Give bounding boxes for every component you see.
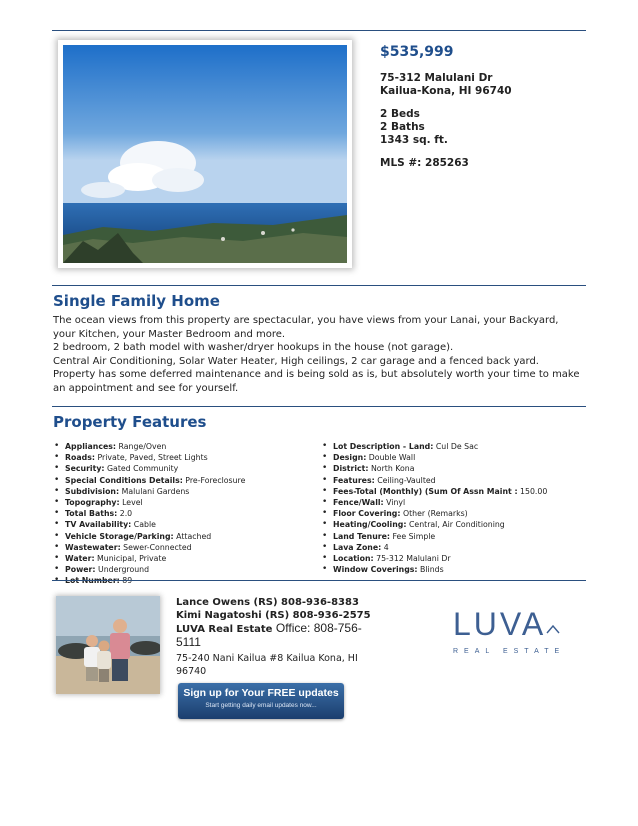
feature-item [321,542,547,553]
feature-item [53,452,245,463]
description-paragraph: Central Air Conditioning, Solar Water Heater, High ceilings, 2 car garage and a fenced back yard. [53,355,539,367]
brokerage-office [176,622,376,650]
feature-label: Power: [65,565,96,575]
feature-item [53,553,245,564]
description-paragraph: Property has some deferred maintenance and is being sold as is, but absolutely worth your time to make an appointment and see for yourself. [53,369,580,394]
logo-wordmark: LUVA [453,606,547,642]
feature-value: 89 [119,576,133,586]
property-description [53,314,583,396]
feature-label: District: [333,464,369,474]
feature-item [53,441,245,452]
feature-item [53,486,245,497]
top-rule [52,30,586,31]
feature-item [321,497,547,508]
feature-item [53,564,245,575]
feature-label: Land Tenure: [333,531,390,541]
agent-contact [176,596,376,678]
feature-value: Other (Remarks) [400,509,468,519]
feature-item [321,452,547,463]
logo-house-icon [546,624,560,634]
ocean-view-image [63,45,347,263]
feature-label: Appliances: [65,442,117,451]
street-address: 75-312 Malulani Dr [380,72,493,84]
listing-summary [380,44,590,170]
section-rule [52,285,586,286]
feature-value: Range/Oven [116,442,167,451]
feature-item [53,575,245,586]
feature-item [53,463,245,474]
feature-value: Central, Air Conditioning [406,520,505,530]
feature-label: Fees-Total (Monthly) (Sum Of Assn Maint : [333,486,518,496]
feature-value: 2.0 [117,509,133,519]
agent-photo [56,596,160,694]
feature-label: Lot Description - Land: [333,442,434,451]
feature-item [321,519,547,530]
feature-value: Vinyl [383,498,406,508]
square-feet: 1343 sq. ft. [380,134,448,146]
feature-label: Fence/Wall: [333,498,384,508]
feature-value: 4 [381,542,389,552]
feature-value: North Kona [368,464,415,474]
feature-item [53,508,245,519]
feature-value: 75-312 Malulani Dr [373,554,451,564]
signup-title: Sign up for Your FREE updates [183,687,339,699]
property-type-heading: Single Family Home [53,292,220,310]
agent-name-phone: Kimi Nagatoshi (RS) 808-936-2575 [176,610,371,621]
logo-tagline: REAL ESTATE [453,648,566,655]
mls-number: MLS #: 285263 [380,157,469,169]
feature-value: Blinds [417,565,444,575]
feature-item [53,519,245,530]
features-list-left [53,441,245,587]
feature-label: Water: [65,554,95,564]
feature-value: 150.00 [517,486,548,496]
feature-item [321,531,547,542]
feature-label: Features: [333,475,375,485]
feature-value: Attached [173,531,212,541]
feature-label: Lava Zone: [333,542,382,552]
signup-button[interactable] [178,683,344,719]
feature-label: Vehicle Storage/Parking: [65,531,174,541]
luva-logo [453,608,573,658]
feature-label: Window Coverings: [333,565,418,575]
feature-value: Double Wall [366,453,416,463]
feature-label: Subdivision: [65,486,120,496]
beds: 2 Beds [380,108,420,120]
description-paragraph: 2 bedroom, 2 bath model with washer/dryer hookups in the house (not garage). [53,342,454,354]
feature-label: Topography: [65,498,120,508]
feature-label: Design: [333,453,367,463]
feature-value: Cable [131,520,156,530]
feature-value: Pre-Foreclosure [182,475,246,485]
feature-item [321,475,547,486]
feature-label: Location: [333,554,374,564]
feature-item [321,441,547,452]
feature-item [321,486,547,497]
property-photo [58,40,352,268]
baths: 2 Baths [380,121,425,133]
feature-value: Municipal, Private [94,554,167,564]
feature-item [53,475,245,486]
agent-name-phone: Lance Owens (RS) 808-936-8383 [176,597,359,608]
feature-label: Security: [65,464,105,474]
feature-value: Sewer-Connected [120,542,192,552]
features-list-right [321,441,547,575]
feature-item [321,508,547,519]
office-phone: Office: 808-756-5111 [176,621,362,649]
city-state-zip: Kailua-Kona, HI 96740 [380,85,512,97]
feature-value: Underground [95,565,150,575]
signup-subtitle: Start getting daily email updates now... [205,702,317,709]
feature-item [321,553,547,564]
feature-value: Level [119,498,143,508]
feature-label: Heating/Cooling: [333,520,407,530]
feature-item [321,564,547,575]
feature-label: Floor Covering: [333,509,401,519]
feature-value: Fee Simple [390,531,436,541]
feature-item [53,531,245,542]
feature-item [53,497,245,508]
feature-item [321,463,547,474]
feature-label: TV Availability: [65,520,132,530]
feature-label: Lot Number: [65,576,120,586]
brokerage-name: LUVA Real Estate [176,624,273,635]
feature-label: Wastewater: [65,542,121,552]
family-photo-image [56,596,160,694]
section-rule [52,406,586,407]
price: $535,999 [380,44,454,60]
feature-value: Ceiling-Vaulted [374,475,436,485]
section-rule [52,580,586,581]
feature-value: Gated Community [104,464,179,474]
feature-value: Malulani Gardens [119,486,190,496]
feature-value: Private, Paved, Street Lights [94,453,208,463]
feature-label: Total Baths: [65,509,118,519]
feature-label: Roads: [65,453,95,463]
feature-label: Special Conditions Details: [65,475,183,485]
description-paragraph: The ocean views from this property are spectacular, you have views from your Lanai, your Backyard, your Kitchen, your Master Bedroom and more. [53,315,559,340]
features-heading: Property Features [53,413,207,431]
brokerage-address: 75-240 Nani Kailua #8 Kailua Kona, HI 96740 [176,653,358,677]
feature-value: Cul De Sac [433,442,479,451]
feature-item [53,542,245,553]
